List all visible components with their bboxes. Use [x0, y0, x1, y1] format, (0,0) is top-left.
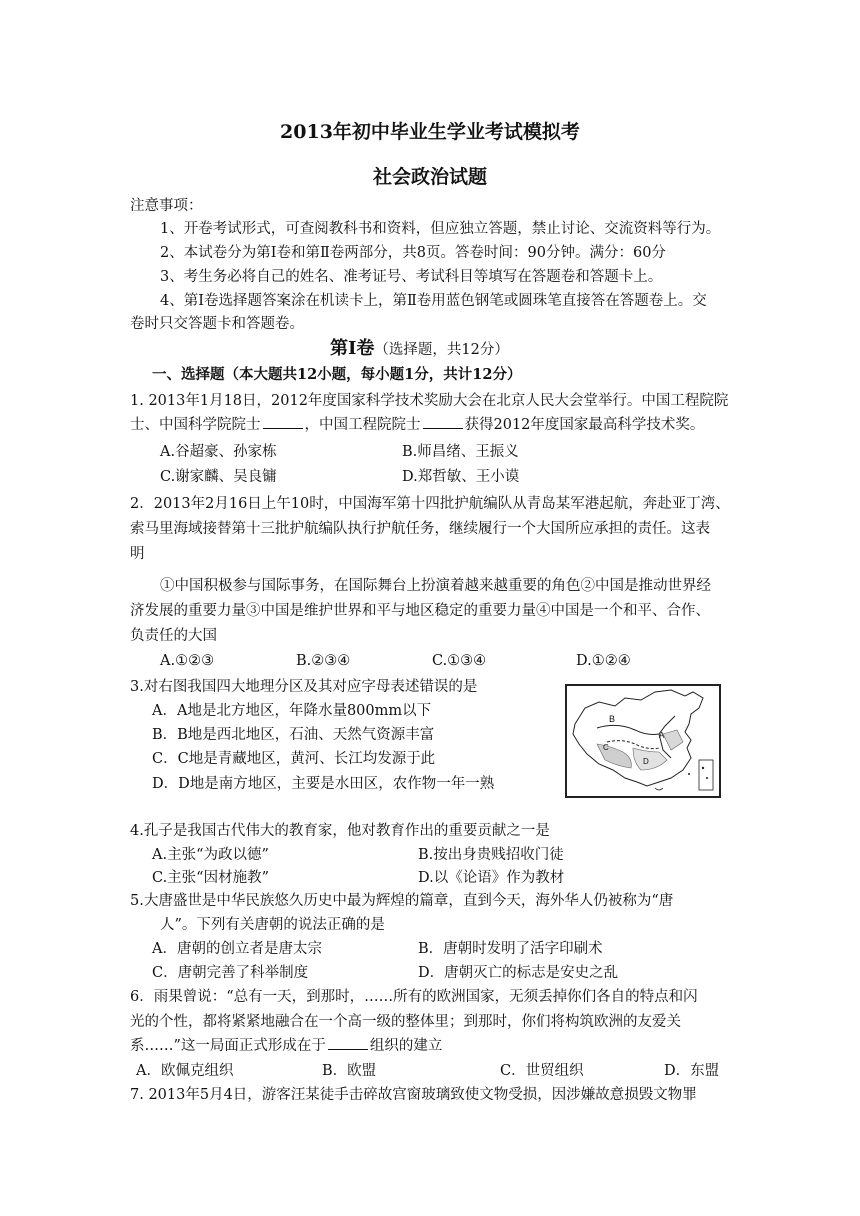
q1-line2a: 士、中国科学院院士 — [130, 417, 261, 433]
notice-item-4-cont: 卷时只交答题卡和答题卷。 — [130, 316, 304, 332]
q2-option-b: B.②③④ — [296, 653, 351, 669]
map-label-c: C — [603, 743, 609, 752]
q1-option-a: A.谷超豪、孙家栋 — [160, 444, 277, 460]
q5-option-d: D．唐朝灭亡的标志是安史之乱 — [418, 965, 619, 981]
volume-heading — [330, 338, 509, 361]
map-label-b: B — [609, 714, 616, 724]
q6-option-a: A．欧佩克组织 — [136, 1063, 234, 1079]
volume-main: 第Ⅰ卷 — [330, 338, 375, 359]
notice-heading: 注意事项： — [130, 198, 203, 214]
q5-option-c: C．唐朝完善了科举制度 — [152, 965, 309, 981]
map-label-d: D — [643, 757, 649, 766]
q2-line5: 济发展的重要力量③中国是维护世界和平与地区稳定的重要力量④中国是一个和平、合作、 — [130, 603, 710, 619]
q1-line1: 1. 2013年1月18日，2012年度国家科学技术奖励大会在北京人民大会堂举行。中国工程院院 — [130, 393, 729, 409]
q5-line1: 5.大唐盛世是中华民族悠久历史中最为辉煌的篇章，直到今天，海外华人仍被称为“唐 — [130, 893, 674, 909]
q2-line4: ①中国积极参与国际事务，在国际舞台上扮演着越来越重要的角色②中国是推动世界经 — [160, 578, 711, 594]
q1-option-d: D.郑哲敏、王小谟 — [402, 469, 520, 485]
q2-option-a: A.①②③ — [160, 653, 215, 669]
q2-option-c: C.①③④ — [432, 653, 487, 669]
q4-option-b: B.按出身贵贱招收门徒 — [418, 847, 564, 863]
q3-option-b: B．B地是西北地区，石油、天然气资源丰富 — [152, 727, 435, 743]
section-heading: 一、选择题（本大题共12小题，每小题1分，共计12分） — [152, 366, 522, 383]
q5-option-a: A．唐朝的创立者是唐太宗 — [152, 941, 322, 957]
q7-line1: 7. 2013年5月4日，游客汪某徒手击碎故宫窗玻璃致使文物受损，因涉嫌故意损毁文物罪 — [130, 1087, 697, 1103]
notice-item-3: 3、考生务必将自己的姓名、准考证号、考试科目等填写在答题卷和答题卡上。 — [160, 269, 663, 285]
q6-option-d: D．东盟 — [664, 1063, 720, 1079]
q1-line2 — [130, 414, 704, 436]
q2-option-d: D.①②④ — [576, 653, 631, 669]
q2-line6: 负责任的大国 — [130, 628, 217, 644]
q4-stem: 4.孔子是我国古代伟大的教育家，他对教育作出的重要贡献之一是 — [130, 823, 550, 839]
q6-line1: 6．雨果曾说：“总有一天，到那时，……所有的欧洲国家，无须丢掉你们各自的特点和闪 — [130, 989, 698, 1005]
q3-option-a: A．A地是北方地区，年降水量800mm以下 — [152, 703, 432, 719]
q5-line2: 人”。下列有关唐朝的说法正确的是 — [160, 917, 385, 933]
notice-item-1: 1、开卷考试形式，可查阅教科书和资料，但应独立答题，禁止讨论、交流资料等行为。 — [160, 221, 721, 237]
q6-option-b: B．欧盟 — [322, 1063, 377, 1079]
q4-option-d: D.以《论语》作为教材 — [418, 870, 565, 886]
q6-option-c: C．世贸组织 — [500, 1063, 584, 1079]
q2-line3: 明 — [130, 546, 145, 562]
map-label-a: A — [659, 731, 665, 740]
china-map-icon — [567, 686, 719, 796]
notice-item-2: 2、本试卷分为第Ⅰ卷和第Ⅱ卷两部分，共8页。答卷时间：90分钟。满分：60分 — [160, 245, 666, 261]
notice-item-4: 4、第Ⅰ卷选择题答案涂在机读卡上，第Ⅱ卷用蓝色钢笔或圆珠笔直接答在答题卷上。交 — [160, 293, 707, 309]
q1-line2c: 获得2012年度国家最高科学技术奖。 — [464, 417, 705, 433]
q4-option-c: C.主张“因材施教” — [152, 870, 270, 886]
q3-option-d: D．D地是南方地区，主要是水田区，农作物一年一熟 — [152, 776, 495, 792]
q2-line2: 索马里海域接替第十三批护航编队执行护航任务，继续履行一个大国所应承担的责任。这表 — [130, 521, 710, 537]
q5-option-b: B．唐朝时发明了活字印刷术 — [418, 941, 603, 957]
answer-blank — [328, 1035, 368, 1050]
q1-line2b: ，中国工程院院士 — [304, 417, 421, 433]
q6-line3 — [130, 1035, 442, 1057]
answer-blank — [423, 414, 463, 429]
q6-line2: 光的个性，都将紧紧地融合在一个高一级的整体里；到那时，你们将构筑欧洲的友爱关 — [130, 1014, 681, 1030]
volume-note: （选择题，共12分） — [374, 342, 509, 358]
answer-blank — [263, 414, 303, 429]
q1-option-b: B.师昌绪、王振义 — [402, 444, 519, 460]
q4-option-a: A.主张“为政以德” — [152, 847, 269, 863]
q3-stem: 3.对右图我国四大地理分区及其对应字母表述错误的是 — [130, 679, 478, 695]
page-title: 2013年初中毕业生学业考试模拟考 — [280, 121, 580, 143]
q3-option-c: C．C地是青藏地区，黄河、长江均发源于此 — [152, 751, 436, 767]
q1-option-c: C.谢家麟、吴良镛 — [160, 469, 277, 485]
q2-line1: 2．2013年2月16日上午10时，中国海军第十四批护航编队从青岛某军港起航，奔赴亚丁湾、 — [130, 496, 730, 512]
page-subtitle: 社会政治试题 — [372, 166, 487, 188]
q6-line3a: 系……”这一局面正式形成在于 — [130, 1038, 326, 1054]
china-region-map — [565, 684, 721, 798]
q6-line3b: 组织的建立 — [369, 1038, 443, 1054]
